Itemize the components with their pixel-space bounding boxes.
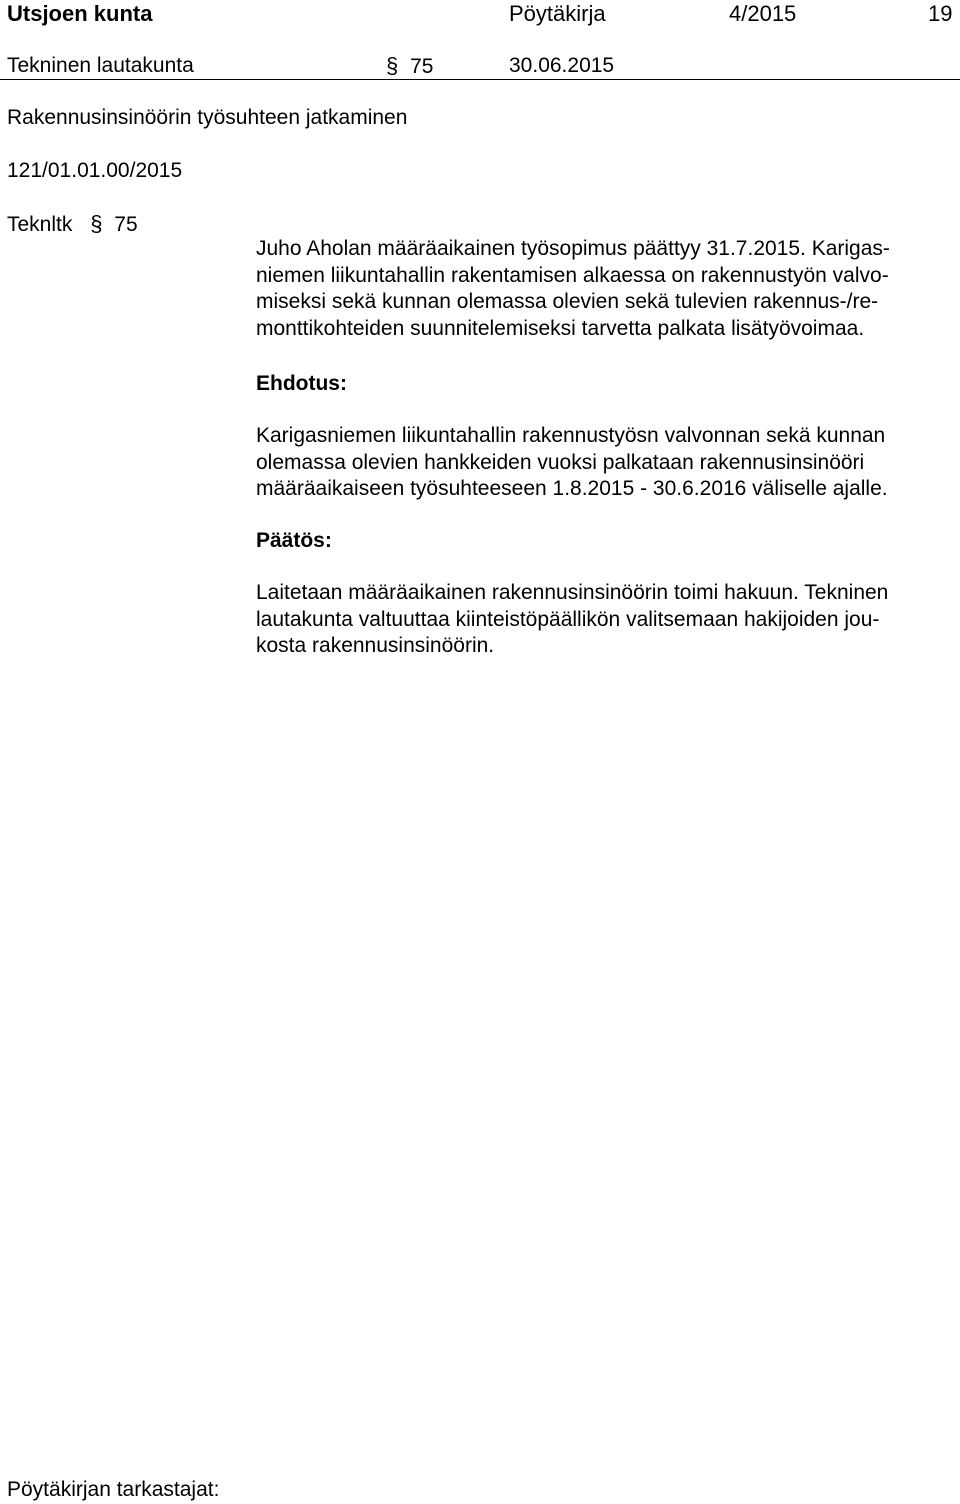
decision-line: kosta rakennusinsinöörin. — [256, 634, 495, 657]
proposal-line: Karigasniemen liikuntahallin rakennustyösn valvonnan sekä kunnan — [256, 424, 886, 447]
section-number: 75 — [410, 55, 434, 78]
section-ref-number: 75 — [114, 213, 138, 236]
proposal-paragraph — [256, 423, 956, 503]
decision-heading: Päätös: — [256, 529, 332, 552]
header-rule — [0, 79, 960, 80]
document-number: 4/2015 — [729, 1, 797, 26]
proposal-line: määräaikaiseen työsuhteeseen 1.8.2015 - 30.6.2016 väliselle ajalle. — [256, 477, 888, 500]
municipality-name: Utsjoen kunta — [7, 1, 153, 26]
page-number: 19 — [928, 1, 953, 26]
section-symbol: § — [386, 53, 399, 78]
intro-line: Juho Aholan määräaikainen työsopimus päättyy 31.7.2015. Karigas- — [256, 237, 890, 260]
document-type: Pöytäkirja — [509, 1, 606, 26]
intro-line: niemen liikuntahallin rakentamisen alkaessa on rakennustyön valvo- — [256, 263, 889, 287]
header-section — [386, 55, 433, 77]
meeting-date: 30.06.2015 — [509, 54, 615, 77]
decision-line: Laitetaan määräaikainen rakennusinsinöörin toimi hakuun. Tekninen — [256, 581, 889, 604]
record-number: 121/01.01.00/2015 — [7, 159, 183, 182]
section-ref-abbr: Teknltk — [7, 213, 73, 236]
committee-name: Tekninen lautakunta — [7, 54, 194, 77]
decision-line: lautakunta valtuuttaa kiinteistöpäällikön valitsemaan hakijoiden jou- — [256, 607, 880, 631]
agenda-title: Rakennusinsinöörin työsuhteen jatkaminen — [7, 106, 408, 129]
proposal-line: olemassa olevien hankkeiden vuoksi palkataan rakennusinsinööri — [256, 450, 865, 474]
intro-line: miseksi sekä kunnan olemassa olevien sekä tulevien rakennus-/re- — [256, 290, 879, 313]
intro-paragraph — [256, 236, 956, 342]
footer-signatories-label: Pöytäkirjan tarkastajat: — [7, 1478, 220, 1501]
section-ref-symbol: § — [90, 211, 103, 236]
section-reference — [7, 213, 138, 235]
proposal-heading: Ehdotus: — [256, 372, 347, 395]
decision-paragraph — [256, 580, 956, 660]
intro-line: monttikohteiden suunnitelemiseksi tarvetta palkata lisätyövoimaa. — [256, 316, 865, 340]
